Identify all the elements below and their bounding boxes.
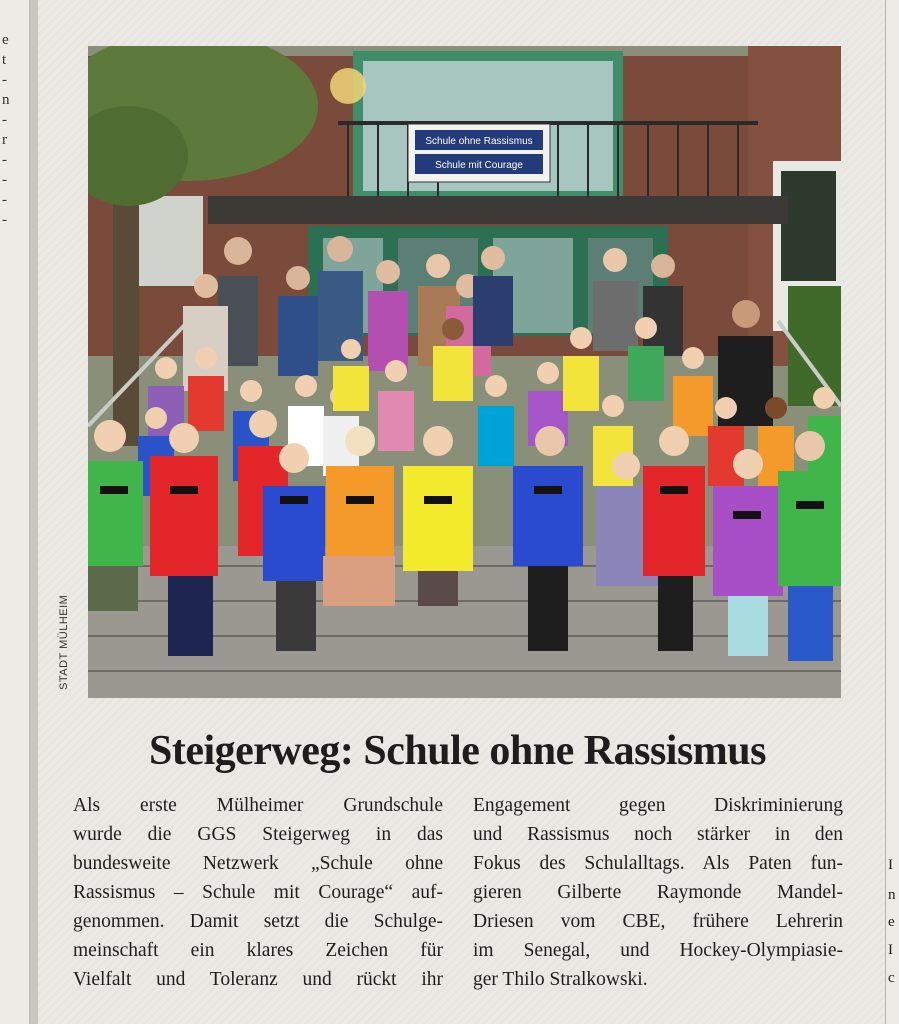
banner-text-2: Schule mit Courage: [435, 160, 523, 171]
article-headline: Steigerweg: Schule ohne Rassismus: [148, 728, 766, 774]
edge-char: -: [2, 152, 7, 168]
text-line: Fokus des Schulalltags. Als Paten fun-: [473, 853, 843, 874]
left-column-fragment: [0, 0, 30, 1024]
text-line: wurde die GGS Steigerweg in das: [73, 824, 443, 845]
edge-char: r: [2, 132, 7, 148]
text-line: Vielfalt und Toleranz und rückt ihr: [73, 969, 443, 990]
text-line: gieren Gilberte Raymonde Mandel-: [473, 882, 843, 903]
edge-char: -: [2, 212, 7, 228]
text-line: Driesen vom CBE, frühere Lehrerin: [473, 911, 843, 932]
edge-char: -: [2, 172, 7, 188]
edge-char: I: [888, 857, 893, 873]
right-column-fragment: [885, 0, 899, 1024]
edge-char: c: [888, 970, 895, 986]
text-line: Als erste Mülheimer Grundschule: [73, 795, 443, 816]
text-line: Engagement gegen Diskriminierung: [473, 795, 843, 816]
edge-char: I: [888, 942, 893, 958]
text-line: Rassismus – Schule mit Courage“ auf-: [73, 882, 443, 903]
text-line: meinschaft ein klares Zeichen für: [73, 940, 443, 961]
edge-char: t: [2, 52, 7, 68]
article-column-right: [473, 791, 843, 994]
edge-char: -: [2, 192, 7, 208]
photo-credit: STADT MÜLHEIM: [58, 594, 70, 690]
text-line: und Rassismus noch stärker in den: [473, 824, 843, 845]
edge-char: n: [888, 887, 896, 903]
text-line: ger Thilo Stralkowski.: [473, 969, 648, 990]
group-photo: [88, 46, 841, 698]
text-line: im Senegal, und Hockey-Olympiasie-: [473, 940, 843, 961]
edge-char: e: [888, 914, 895, 930]
edge-char: n: [2, 92, 10, 108]
edge-char: -: [2, 72, 7, 88]
banner-text-1: Schule ohne Rassismus: [425, 136, 533, 147]
text-line: genommen. Damit setzt die Schulge-: [73, 911, 443, 932]
edge-char: e: [2, 32, 9, 48]
edge-char: -: [2, 112, 7, 128]
article-column-left: [73, 791, 443, 994]
text-line: bundesweite Netzwerk „Schule ohne: [73, 853, 443, 874]
